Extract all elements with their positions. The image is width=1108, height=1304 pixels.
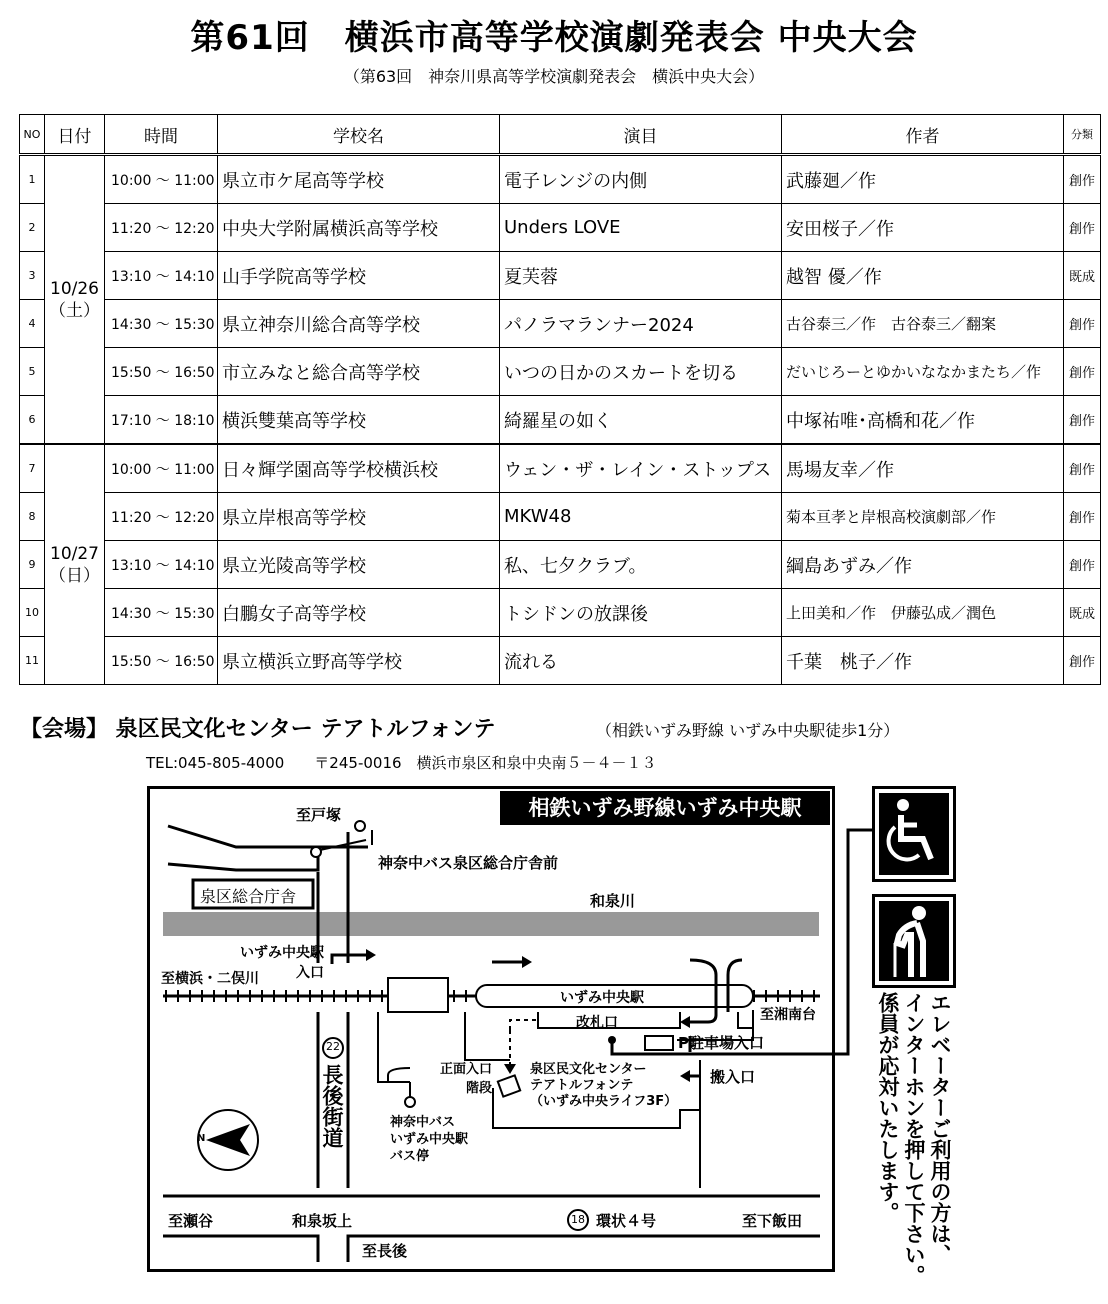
elevator-note-line3: 係員が応対いたします。 bbox=[876, 992, 900, 1223]
row-author: 越智 優／作 bbox=[782, 252, 1064, 300]
row-play: 私、七夕クラブ。 bbox=[500, 541, 782, 589]
row-category: 創作 bbox=[1064, 348, 1101, 396]
row-no: 11 bbox=[20, 637, 45, 685]
label-to-totsuka: 至戸塚 bbox=[296, 806, 342, 824]
row-category: 創作 bbox=[1064, 396, 1101, 445]
row-time: 13:10 ～ 14:10 bbox=[105, 252, 218, 300]
row-school: 県立神奈川総合高等学校 bbox=[218, 300, 500, 348]
row-play: 夏芙蓉 bbox=[500, 252, 782, 300]
building-outline bbox=[738, 1012, 752, 1028]
row-time: 15:50 ～ 16:50 bbox=[105, 348, 218, 396]
header-category: 分類 bbox=[1064, 115, 1101, 155]
row-school: 山手学院高等学校 bbox=[218, 252, 500, 300]
river-band bbox=[163, 912, 819, 936]
row-play: Unders LOVE bbox=[500, 204, 782, 252]
building-outline bbox=[465, 1012, 510, 1060]
row-author: 綱島あずみ／作 bbox=[782, 541, 1064, 589]
label-ticket-gate: 改札口 bbox=[576, 1015, 618, 1031]
page-subtitle: （第63回 神奈川県高等学校演劇発表会 横浜中央大会） bbox=[343, 67, 765, 86]
platform-box bbox=[388, 978, 448, 1012]
row-time: 11:20 ～ 12:20 bbox=[105, 493, 218, 541]
label-station-entrance: いずみ中央駅 入口 bbox=[240, 945, 324, 981]
stairs-icon bbox=[498, 1075, 520, 1096]
label-route-18: 18 bbox=[571, 1213, 585, 1226]
row-category: 創作 bbox=[1064, 300, 1101, 348]
label-to-shimoiida: 至下飯田 bbox=[742, 1212, 803, 1230]
date-weekday: （日） bbox=[49, 565, 100, 586]
arrow-head bbox=[680, 1070, 690, 1082]
row-school: 県立岸根高等学校 bbox=[218, 493, 500, 541]
row-time: 14:30 ～ 15:30 bbox=[105, 589, 218, 637]
row-play: パノラマランナー2024 bbox=[500, 300, 782, 348]
date-day: 10/26 bbox=[50, 278, 99, 299]
elevator-note-line1: エレベーターご利用の方は、 bbox=[928, 992, 952, 1265]
row-time: 11:20 ～ 12:20 bbox=[105, 204, 218, 252]
row-no: 10 bbox=[20, 589, 45, 637]
row-category: 創作 bbox=[1064, 444, 1101, 493]
page-title: 第61回 横浜市高等学校演劇発表会 中央大会 bbox=[190, 18, 918, 58]
label-main-entrance: 正面入口 階段 bbox=[439, 1062, 492, 1096]
row-school: 横浜雙葉高等学校 bbox=[218, 396, 500, 445]
label-loop4: 環状４号 bbox=[596, 1212, 657, 1230]
row-category: 創作 bbox=[1064, 204, 1101, 252]
header-time: 時間 bbox=[105, 115, 218, 155]
row-school: 県立市ケ尾高等学校 bbox=[218, 155, 500, 204]
label-bus-stop-venue: 神奈中バス いずみ中央駅 バス停 bbox=[390, 1115, 469, 1164]
label-to-seya: 至瀬谷 bbox=[168, 1212, 214, 1230]
header-school: 学校名 bbox=[218, 115, 500, 155]
row-author: 古谷泰三／作 古谷泰三／翻案 bbox=[782, 300, 1064, 348]
label-to-nagago: 至長後 bbox=[362, 1242, 408, 1260]
venue-heading: 【会場】 泉区民文化センター テアトルフォンテ bbox=[20, 717, 496, 742]
row-category: 創作 bbox=[1064, 493, 1101, 541]
row-category: 創作 bbox=[1064, 155, 1101, 204]
wheelchair-icon bbox=[872, 786, 956, 882]
row-time: 17:10 ～ 18:10 bbox=[105, 396, 218, 445]
label-bus-stop-office: 神奈中バス泉区総合庁舎前 bbox=[378, 854, 559, 872]
row-school: 白鵬女子高等学校 bbox=[218, 589, 500, 637]
label-river: 和泉川 bbox=[590, 892, 636, 910]
label-loading-entrance: 搬入口 bbox=[710, 1068, 756, 1086]
road-line bbox=[168, 826, 368, 847]
row-school: 県立横浜立野高等学校 bbox=[218, 637, 500, 685]
header-no: NO bbox=[20, 115, 45, 155]
header-play: 演目 bbox=[500, 115, 782, 155]
row-author: 武藤廻／作 bbox=[782, 155, 1064, 204]
row-school: 県立光陵高等学校 bbox=[218, 541, 500, 589]
date-day: 10/27 bbox=[50, 543, 99, 564]
label-izumi-sakaue: 和泉坂上 bbox=[292, 1212, 353, 1230]
label-to-yokohama: 至横浜・二俣川 bbox=[161, 971, 259, 987]
arrow-head bbox=[522, 956, 532, 968]
row-play: ウェン・ザ・レイン・ストップス bbox=[500, 444, 782, 493]
building-outline bbox=[378, 1012, 410, 1082]
row-play: 流れる bbox=[500, 637, 782, 685]
intercom-marker bbox=[608, 1036, 616, 1044]
label-to-shonandai: 至湘南台 bbox=[760, 1007, 816, 1023]
row-time: 10:00 ～ 11:00 bbox=[105, 155, 218, 204]
road-line bbox=[348, 1236, 820, 1262]
bus-stop-icon bbox=[355, 821, 365, 831]
label-route-22: 22 bbox=[326, 1040, 340, 1053]
walking-route bbox=[510, 1020, 538, 1030]
row-no: 6 bbox=[20, 396, 45, 445]
row-no: 5 bbox=[20, 348, 45, 396]
row-author: 馬場友幸／作 bbox=[782, 444, 1064, 493]
elevator-note-line2: インターホンを押して下さい。 bbox=[902, 992, 926, 1286]
row-play: いつの日かのスカートを切る bbox=[500, 348, 782, 396]
arrow-head bbox=[680, 1016, 690, 1028]
row-no: 4 bbox=[20, 300, 45, 348]
label-station-name: いずみ中央駅 bbox=[560, 990, 644, 1006]
row-category: 創作 bbox=[1064, 541, 1101, 589]
row-no: 2 bbox=[20, 204, 45, 252]
row-school: 市立みなと総合高等学校 bbox=[218, 348, 500, 396]
building-outline bbox=[388, 1068, 410, 1082]
row-time: 14:30 ～ 15:30 bbox=[105, 300, 218, 348]
row-no: 7 bbox=[20, 444, 45, 493]
row-school: 中央大学附属横浜高等学校 bbox=[218, 204, 500, 252]
label-ward-office: 泉区総合庁舎 bbox=[200, 887, 297, 906]
route-arrowhead bbox=[504, 1064, 516, 1074]
date-weekday: （土） bbox=[49, 300, 100, 321]
header-date: 日付 bbox=[45, 115, 105, 155]
station-banner: 相鉄いずみ野線いずみ中央駅 bbox=[500, 791, 830, 825]
row-author: 上田美和／作 伊藤弘成／潤色 bbox=[782, 589, 1064, 637]
venue-address: TEL:045-805-4000 〒245-0016 横浜市泉区和泉中央南５－４－１３ bbox=[146, 754, 657, 772]
row-play: MKW48 bbox=[500, 493, 782, 541]
row-author: 安田桜子／作 bbox=[782, 204, 1064, 252]
row-category: 既成 bbox=[1064, 589, 1101, 637]
arrow-head bbox=[366, 949, 376, 961]
label-nagago-road: 長後街道 bbox=[320, 1064, 344, 1148]
row-category: 創作 bbox=[1064, 637, 1101, 685]
row-author: 菊本亘孝と岸根高校演劇部／作 bbox=[782, 493, 1064, 541]
row-play: 電子レンジの内側 bbox=[500, 155, 782, 204]
elevator-guide-line bbox=[612, 830, 872, 1054]
row-category: 既成 bbox=[1064, 252, 1101, 300]
arrow-line bbox=[332, 955, 370, 964]
label-venue-building: 泉区民文化センター テアトルフォンテ （いずみ中央ライフ3F） bbox=[530, 1062, 678, 1109]
row-time: 13:10 ～ 14:10 bbox=[105, 541, 218, 589]
row-no: 3 bbox=[20, 252, 45, 300]
row-play: トシドンの放課後 bbox=[500, 589, 782, 637]
road-line bbox=[163, 1236, 318, 1262]
row-author: だいじろーとゆかいななかまたち／作 bbox=[782, 348, 1064, 396]
label-north: N bbox=[197, 1133, 206, 1144]
elderly-person-icon bbox=[872, 894, 956, 988]
row-school: 日々輝学園高等学校横浜校 bbox=[218, 444, 500, 493]
bus-stop-icon bbox=[311, 847, 321, 857]
row-no: 1 bbox=[20, 155, 45, 204]
row-author: 中塚祐唯･高橋和花／作 bbox=[782, 396, 1064, 445]
row-author: 千葉 桃子／作 bbox=[782, 637, 1064, 685]
row-time: 10:00 ～ 11:00 bbox=[105, 444, 218, 493]
row-no: 9 bbox=[20, 541, 45, 589]
road-line bbox=[168, 853, 318, 870]
row-time: 15:50 ～ 16:50 bbox=[105, 637, 218, 685]
bus-stop-icon bbox=[405, 1097, 415, 1107]
row-no: 8 bbox=[20, 493, 45, 541]
row-play: 綺羅星の如く bbox=[500, 396, 782, 445]
header-author: 作者 bbox=[782, 115, 1064, 155]
label-parking-entrance: P駐車場入口 bbox=[678, 1034, 764, 1052]
parking-gate bbox=[645, 1036, 673, 1050]
compass-icon bbox=[198, 1110, 258, 1170]
venue-access-note: （相鉄いずみ野線 いずみ中央駅徒歩1分） bbox=[596, 721, 900, 740]
